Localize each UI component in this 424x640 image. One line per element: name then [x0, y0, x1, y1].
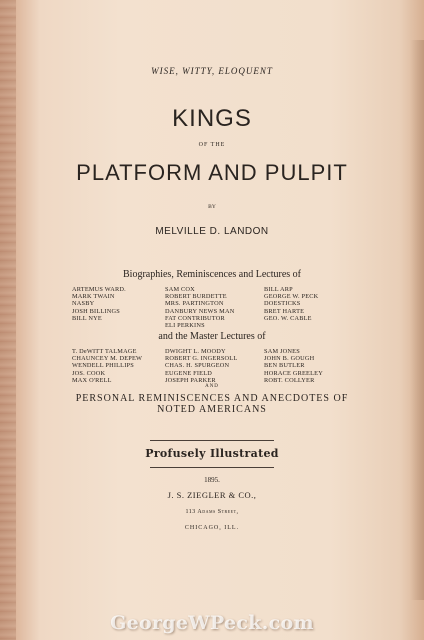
master-name: SAM JONES	[264, 348, 300, 355]
bio-name: DANBURY NEWS MAN	[165, 307, 235, 315]
master-name: HORACE GREELEY	[264, 369, 323, 377]
watermark: GeorgeWPeck.com	[110, 612, 314, 634]
master-column-2	[165, 348, 237, 384]
bio-name: SAM COX	[165, 286, 195, 293]
bio-name: FAT CONTRIBUTOR	[165, 314, 225, 322]
bio-name: NASBY	[72, 300, 95, 308]
page-binding-edge	[0, 0, 16, 640]
master-name: JOSEPH PARKER	[165, 376, 216, 384]
master-name: CHAS. H. SPURGEON	[165, 362, 230, 370]
master-name: MAX O'RELL	[72, 376, 112, 384]
bio-name: GEO. W. CABLE	[264, 314, 312, 322]
bio-name: ARTEMUS WARD.	[72, 286, 126, 293]
bio-column-2	[165, 286, 234, 329]
publisher-street: 113 Adams Street,	[185, 509, 239, 515]
bio-name: JOSH BILLINGS	[72, 307, 120, 315]
personal-line-1: PERSONAL REMINISCENCES AND ANECDOTES OF	[75, 393, 349, 404]
bio-name: DOESTICKS	[264, 300, 301, 308]
biographies-heading: Biographies, Reminiscences and Lectures of	[123, 269, 301, 280]
by-label: BY	[208, 204, 216, 210]
and-label: AND	[205, 384, 219, 389]
author-name: MELVILLE D. LANDON	[155, 226, 269, 237]
master-lectures-heading: and the Master Lectures of	[158, 331, 266, 342]
bio-name: GEORGE W. PECK	[264, 293, 319, 301]
bio-column-1	[72, 286, 126, 322]
master-name: ROBERT G. INGERSOLL	[165, 355, 238, 363]
bio-name: ELI PERKINS	[165, 322, 205, 330]
bio-name: BILL ARP	[264, 286, 293, 293]
master-name: ROBT. COLLYER	[264, 376, 315, 384]
publisher-city: CHICAGO, ILL.	[184, 525, 240, 531]
bio-name: ROBERT BURDETTE	[165, 293, 227, 301]
master-name: T. DeWITT TALMAGE	[72, 348, 137, 355]
title-kings: KINGS	[172, 105, 252, 132]
profusely-illustrated: Profusely Illustrated	[145, 447, 279, 460]
personal-reminiscences-heading	[0, 393, 424, 415]
master-name: CHAUNCEY M. DEPEW	[72, 355, 143, 363]
bio-name: MARK TWAIN	[72, 293, 115, 301]
bio-name: BILL NYE	[72, 314, 102, 322]
publication-year: 1895.	[204, 476, 220, 484]
divider-bottom	[150, 467, 274, 468]
master-name: JOHN B. GOUGH	[264, 355, 315, 363]
bio-name: BRET HARTE	[264, 307, 305, 315]
master-column-1	[72, 348, 142, 384]
master-name: WENDELL PHILLIPS	[72, 362, 134, 370]
master-name: EUGENE FIELD	[165, 369, 212, 377]
master-column-3	[264, 348, 323, 384]
title-platform-and-pulpit: PLATFORM AND PULPIT	[76, 160, 348, 185]
divider-top	[150, 440, 274, 441]
master-name: BEN BUTLER	[264, 362, 305, 370]
master-name: DWIGHT L. MOODY	[165, 348, 226, 355]
publisher-name: J. S. ZIEGLER & CO.,	[167, 490, 257, 500]
personal-line-2: NOTED AMERICANS	[157, 404, 267, 415]
bio-column-3	[264, 286, 318, 322]
tagline: WISE, WITTY, ELOQUENT	[151, 66, 273, 76]
master-name: JOS. COOK	[72, 369, 106, 377]
bio-name: MRS. PARTINGTON	[165, 300, 224, 308]
title-of-the: OF THE	[198, 142, 226, 148]
